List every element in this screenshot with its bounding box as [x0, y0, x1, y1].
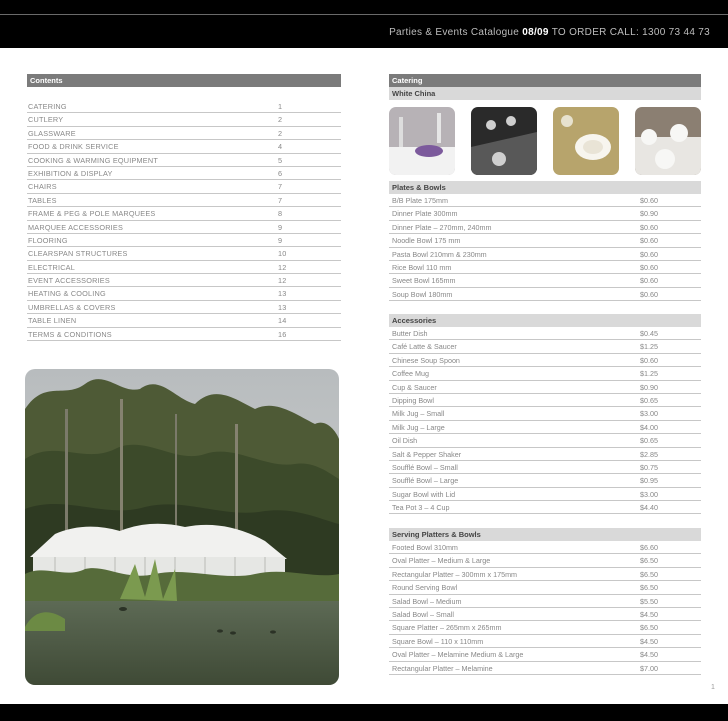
contents-item-label: CUTLERY — [28, 115, 64, 125]
contents-item-value: 14 — [278, 316, 287, 326]
price-row-value: $4.50 — [640, 609, 658, 619]
price-row-value: $4.50 — [640, 650, 658, 660]
price-row-label: Soup Bowl 180mm — [392, 289, 453, 299]
footer-bar — [0, 704, 728, 721]
price-row — [389, 635, 701, 648]
price-row-value: $7.00 — [640, 663, 658, 673]
price-row-label: Salad Bowl – Small — [392, 609, 454, 619]
header-bar — [0, 0, 728, 48]
contents-item — [27, 301, 341, 314]
price-row-label: Salt & Pepper Shaker — [392, 449, 462, 459]
price-row-value: $4.00 — [640, 422, 658, 432]
price-row-label: Dipping Bowl — [392, 395, 434, 405]
price-row-value: $6.50 — [640, 623, 658, 633]
price-row — [389, 488, 701, 501]
price-row-value: $0.75 — [640, 462, 658, 472]
contents-item — [27, 140, 341, 153]
price-row-value: $6.50 — [640, 556, 658, 566]
price-row — [389, 581, 701, 594]
price-row-value: $0.60 — [640, 289, 658, 299]
plates-bowls-heading: Plates & Bowls — [389, 181, 701, 194]
contents-item-value: 10 — [278, 249, 287, 259]
contents-item-label: CATERING — [28, 102, 67, 111]
contents-item-value: 13 — [278, 289, 287, 299]
contents-item — [27, 207, 341, 220]
price-row-value: $0.65 — [640, 436, 658, 446]
price-row-value: $3.00 — [640, 489, 658, 499]
price-row — [389, 394, 701, 407]
price-row — [389, 274, 701, 287]
catering-heading: Catering — [389, 74, 701, 87]
price-row — [389, 648, 701, 661]
contents-item — [27, 247, 341, 260]
contents-item-label: EVENT ACCESSORIES — [28, 276, 110, 286]
contents-item — [27, 113, 341, 126]
contents-item — [27, 180, 341, 193]
price-row — [389, 461, 701, 474]
contents-item-label: TABLES — [28, 195, 57, 205]
contents-item-label: EXHIBITION & DISPLAY — [28, 168, 113, 178]
price-row-value: $0.90 — [640, 209, 658, 219]
price-row-value: $0.90 — [640, 382, 658, 392]
contents-item-value: 7 — [278, 182, 283, 192]
price-row-label: B/B Plate 175mm — [392, 196, 448, 205]
price-row-label: Sugar Bowl with Lid — [392, 489, 456, 499]
price-row — [389, 662, 701, 675]
page-number: 1 — [711, 684, 715, 691]
plates-table — [389, 194, 701, 301]
contents-item-label: CHAIRS — [28, 182, 57, 192]
catering-photos — [389, 107, 701, 175]
price-row — [389, 367, 701, 380]
price-row-label: Café Latte & Saucer — [392, 342, 457, 352]
price-row-label: Rectangular Platter – Melamine — [392, 663, 493, 673]
marquee-photo — [25, 369, 339, 685]
price-row — [389, 221, 701, 234]
contents-item-label: GLASSWARE — [28, 128, 76, 138]
price-row — [389, 248, 701, 261]
price-row — [389, 340, 701, 353]
contents-item-label: UMBRELLAS & COVERS — [28, 302, 116, 312]
price-row — [389, 288, 701, 301]
contents-item — [27, 274, 341, 287]
contents-item-value: 13 — [278, 302, 287, 312]
price-row — [389, 595, 701, 608]
price-row-label: Square Bowl – 110 x 110mm — [392, 636, 484, 646]
price-row-value: $4.40 — [640, 503, 658, 513]
price-row-label: Soufflé Bowl – Large — [392, 476, 459, 486]
price-row-label: Oval Platter – Melamine Medium & Large — [392, 650, 524, 660]
price-row-label: Cup & Saucer — [392, 382, 437, 392]
dining-hall-photo — [635, 107, 701, 175]
price-row-value: $2.85 — [640, 449, 658, 459]
price-row-label: Footed Bowl 310mm — [392, 543, 458, 552]
contents-item-value: 9 — [278, 235, 283, 245]
price-row-value: $0.45 — [640, 329, 658, 338]
contents-item-label: FRAME & PEG & POLE MARQUEES — [28, 209, 156, 219]
price-row — [389, 501, 701, 514]
accessories-table — [389, 327, 701, 514]
price-row-value: $0.95 — [640, 476, 658, 486]
price-row-label: Dinner Plate 300mm — [392, 209, 458, 219]
contents-heading: Contents — [27, 74, 341, 87]
contents-item-label: ELECTRICAL — [28, 262, 76, 272]
contents-item-value: 16 — [278, 329, 287, 339]
price-row-value: $0.60 — [640, 196, 658, 205]
contents-item — [27, 127, 341, 140]
contents-item-label: TERMS & CONDITIONS — [28, 329, 112, 339]
price-row-value: $0.60 — [640, 355, 658, 365]
price-row-label: Milk Jug – Small — [392, 409, 445, 419]
contents-item — [27, 154, 341, 167]
price-row — [389, 207, 701, 220]
contents-item — [27, 314, 341, 327]
price-row-label: Rectangular Platter – 300mm x 175mm — [392, 569, 518, 579]
price-row-value: $0.60 — [640, 262, 658, 272]
price-row-label: Round Serving Bowl — [392, 583, 458, 593]
serving-table — [389, 541, 701, 675]
price-row-value: $6.50 — [640, 569, 658, 579]
price-row-value: $5.50 — [640, 596, 658, 606]
price-row-label: Oval Platter – Medium & Large — [392, 556, 491, 566]
price-row-label: Coffee Mug — [392, 369, 430, 379]
price-row — [389, 381, 701, 394]
price-row — [389, 354, 701, 367]
price-row-value: $6.50 — [640, 583, 658, 593]
contents-item — [27, 328, 341, 341]
contents-item-label: TABLE LINEN — [28, 316, 77, 326]
price-row-label: Pasta Bowl 210mm & 230mm — [392, 249, 487, 259]
contents-item — [27, 100, 341, 113]
price-row — [389, 421, 701, 434]
contents-item — [27, 167, 341, 180]
contents-item-value: 9 — [278, 222, 283, 232]
price-row-label: Square Platter – 265mm x 265mm — [392, 623, 502, 633]
price-row-value: $0.60 — [640, 222, 658, 232]
catalogue-name: Parties & Events Catalogue — [389, 27, 520, 38]
contents-item-label: CLEARSPAN STRUCTURES — [28, 249, 128, 259]
contents-item-value: 4 — [278, 142, 283, 152]
price-row-value: $0.60 — [640, 276, 658, 286]
contents-item-label: HEATING & COOLING — [28, 289, 106, 299]
contents-item-value: 12 — [278, 276, 287, 286]
price-row-label: Noodle Bowl 175 mm — [392, 236, 461, 246]
contents-item-value: 2 — [278, 128, 283, 138]
serving-heading: Serving Platters & Bowls — [389, 528, 701, 541]
price-row-label: Soufflé Bowl – Small — [392, 462, 458, 472]
contents-item-value: 8 — [278, 209, 283, 219]
contents-item — [27, 287, 341, 300]
contents-item — [27, 194, 341, 207]
price-row-label: Dinner Plate – 270mm, 240mm — [392, 222, 492, 232]
price-row-value: $4.50 — [640, 636, 658, 646]
price-row — [389, 448, 701, 461]
price-row-label: Salad Bowl – Medium — [392, 596, 462, 606]
contents-item-label: COOKING & WARMING EQUIPMENT — [28, 155, 158, 165]
contents-item-value: 2 — [278, 115, 283, 125]
contents-item — [27, 234, 341, 247]
price-row-label: Rice Bowl 110 mm — [392, 262, 452, 272]
price-row — [389, 554, 701, 567]
white-china-subheading: White China — [389, 87, 701, 100]
price-row — [389, 407, 701, 420]
price-row-label: Chinese Soup Spoon — [392, 355, 460, 365]
contents-item-label: MARQUEE ACCESSORIES — [28, 222, 124, 232]
catalogue-year: 08/09 — [522, 27, 549, 38]
price-row-value: $1.25 — [640, 369, 658, 379]
contents-list — [27, 100, 341, 341]
contents-item — [27, 221, 341, 234]
price-row-label: Milk Jug – Large — [392, 422, 445, 432]
price-row-value: $1.25 — [640, 342, 658, 352]
contents-item-value: 7 — [278, 195, 283, 205]
price-row — [389, 434, 701, 447]
black-linen-photo — [471, 107, 537, 175]
price-row — [389, 608, 701, 621]
contents-item-value: 6 — [278, 168, 283, 178]
contents-item-value: 12 — [278, 262, 287, 272]
price-row-value: $0.60 — [640, 236, 658, 246]
price-row — [389, 568, 701, 581]
price-row-label: Butter Dish — [392, 329, 428, 338]
contents-item — [27, 261, 341, 274]
contents-item-value: 5 — [278, 155, 283, 165]
contents-item-value: 1 — [278, 102, 283, 111]
header-rule — [0, 14, 728, 15]
price-row — [389, 194, 701, 207]
contents-item-label: FOOD & DRINK SERVICE — [28, 142, 119, 152]
price-row — [389, 234, 701, 247]
plate-setting-photo — [553, 107, 619, 175]
price-row-value: $0.65 — [640, 395, 658, 405]
price-row — [389, 327, 701, 340]
contents-item-label: FLOORING — [28, 235, 68, 245]
catalogue-title — [389, 27, 710, 38]
price-row-label: Sweet Bowl 165mm — [392, 276, 456, 286]
price-row-label: Oil Dish — [392, 436, 418, 446]
accessories-heading: Accessories — [389, 314, 701, 327]
price-row-value: $3.00 — [640, 409, 658, 419]
price-row-value: $0.60 — [640, 249, 658, 259]
price-row — [389, 474, 701, 487]
price-row-value: $6.60 — [640, 543, 658, 552]
price-row — [389, 261, 701, 274]
price-row-label: Tea Pot 3 – 4 Cup — [392, 503, 450, 513]
order-phone: TO ORDER CALL: 1300 73 44 73 — [551, 27, 710, 38]
price-row — [389, 621, 701, 634]
table-setting-photo — [389, 107, 455, 175]
price-row — [389, 541, 701, 554]
